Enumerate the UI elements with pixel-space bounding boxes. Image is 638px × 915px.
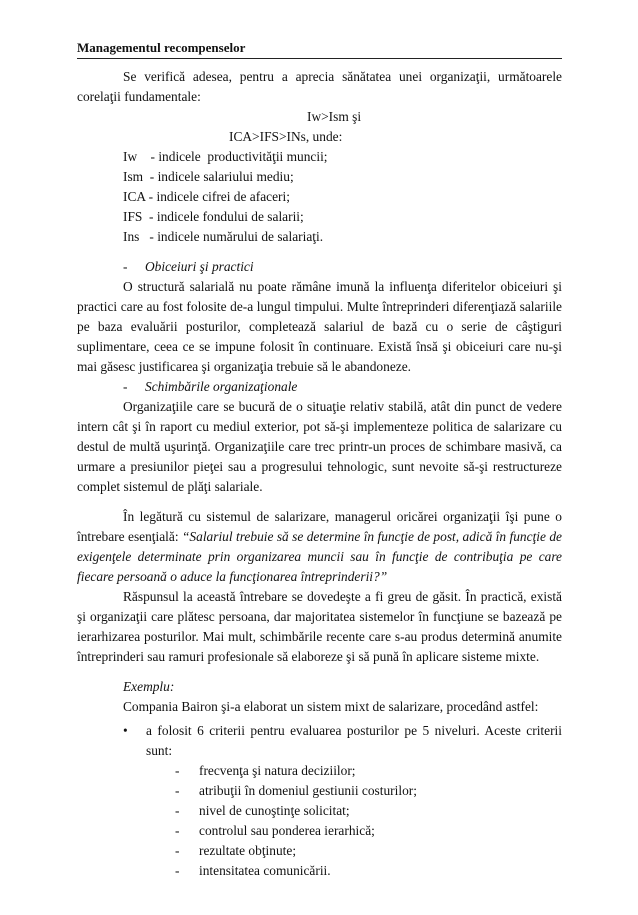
definition-item: IFS - indicele fondului de salarii;	[123, 209, 304, 224]
criteria-dash: -	[175, 783, 180, 798]
criteria-dash: -	[175, 803, 180, 818]
section-paragraph-obiceiuri: O structură salarială nu poate rămâne imună la influenţa diferitelor obiceiuri şi practici care au fost folosite de-a lungul timpului. Multe întreprinderi diferenţiază salariile pe baza evaluării posturilor, completează salariul de bază cu o serie de câştiguri suplimentare, ceea ce se impune folosit în continuare. Există însă şi obiceiuri care nu-şi mai găsesc justificarea şi organizaţia trebuie să le abandoneze.	[77, 279, 562, 374]
bullet-text: a folosit 6 criterii pentru evaluarea posturilor pe 5 niveluri. Aceste criterii sunt:	[146, 723, 562, 758]
intro-paragraph: Se verifică adesea, pentru a aprecia sănătatea unei organizaţii, următoarele corelaţii fundamentale:	[77, 69, 562, 104]
section-title: Obiceiuri şi practici	[145, 259, 254, 274]
question-paragraph	[77, 507, 562, 587]
section-heading-schimbari	[77, 377, 562, 397]
example-label	[77, 677, 562, 697]
bullet-item	[77, 721, 562, 761]
definitions-list	[77, 147, 562, 247]
criteria-item	[77, 841, 562, 861]
criteria-text: rezultate obţinute;	[199, 843, 297, 858]
section-heading-obiceiuri	[77, 257, 562, 277]
definition-item: Ins - indicele numărului de salariaţi.	[123, 229, 324, 244]
criteria-dash: -	[175, 843, 180, 858]
example-paragraph: Compania Bairon şi-a elaborat un sistem mixt de salarizare, procedând astfel:	[123, 699, 539, 714]
definition-item: ICA - indicele cifrei de afaceri;	[123, 189, 290, 204]
criteria-text: nivel de cunoştinţe solicitat;	[199, 803, 350, 818]
criteria-item	[77, 781, 562, 801]
criteria-text: intensitatea comunicării.	[199, 863, 331, 878]
criteria-text: controlul sau ponderea ierarhică;	[199, 823, 375, 838]
criteria-text: atribuţii în domeniul gestiunii costurilor;	[199, 783, 417, 798]
criteria-list	[77, 761, 562, 881]
section-title: Schimbările organizaţionale	[145, 379, 298, 394]
criteria-item	[77, 761, 562, 781]
example-label-text: Exemplu:	[123, 679, 175, 694]
bullet-icon: •	[123, 723, 128, 738]
criteria-item	[77, 861, 562, 881]
document-body	[77, 67, 562, 881]
criteria-dash: -	[175, 763, 180, 778]
section-paragraph-schimbari: Organizaţiile care se bucură de o situaţie relativ stabilă, atât din punct de vedere intern cât şi în raport cu mediul exterior, pot să-şi implementeze politica de salarizare cu destul de multă uşurinţă. Organizaţiile care trec printr-un proces de schimbare masivă, ca urmare a presiunilor pieţei sau a progresului tehnologic, sunt nevoite să-şi restructureze complet sistemul de plăţi salariale.	[77, 399, 562, 494]
question-quote: “Salariul trebuie să se determine în funcţie de post, adică în funcţie de exigenţele determinate prin organizarea muncii sau în funcţie de contribuţia pe care fiecare persoană o aduce la funcţionarea întreprinderii?”	[77, 529, 563, 584]
section-dash: -	[123, 379, 128, 394]
definition-item: Ism - indicele salariului mediu;	[123, 169, 294, 184]
formula-line-1: Iw>Ism şi	[307, 109, 362, 124]
page-header-title: Managementul recompenselor	[77, 40, 246, 55]
formula-line-2: ICA>IFS>INs, unde:	[229, 129, 343, 144]
criteria-text: frecvenţa şi natura deciziilor;	[199, 763, 356, 778]
criteria-dash: -	[175, 863, 180, 878]
question-lead: În legătură cu sistemul de salarizare, managerul oricărei organizaţii îşi pune o întrebare esenţială:	[77, 509, 562, 544]
criteria-dash: -	[175, 823, 180, 838]
definition-item: Iw - indicele productivităţii muncii;	[123, 149, 328, 164]
criteria-item	[77, 821, 562, 841]
answer-paragraph: Răspunsul la această întrebare se dovedeşte a fi greu de găsit. În practică, există şi organizaţii care plătesc persoana, dar majoritatea sistemelor în funcţiune se bazează pe ierarhizarea posturilor. Mai mult, schimbările recente care s-au produs determină anumite întreprinderi sau ramuri profesionale să elaboreze şi să pună în aplicare sisteme mixte.	[77, 589, 562, 664]
criteria-item	[77, 801, 562, 821]
header-divider	[77, 58, 562, 59]
section-dash: -	[123, 259, 128, 274]
